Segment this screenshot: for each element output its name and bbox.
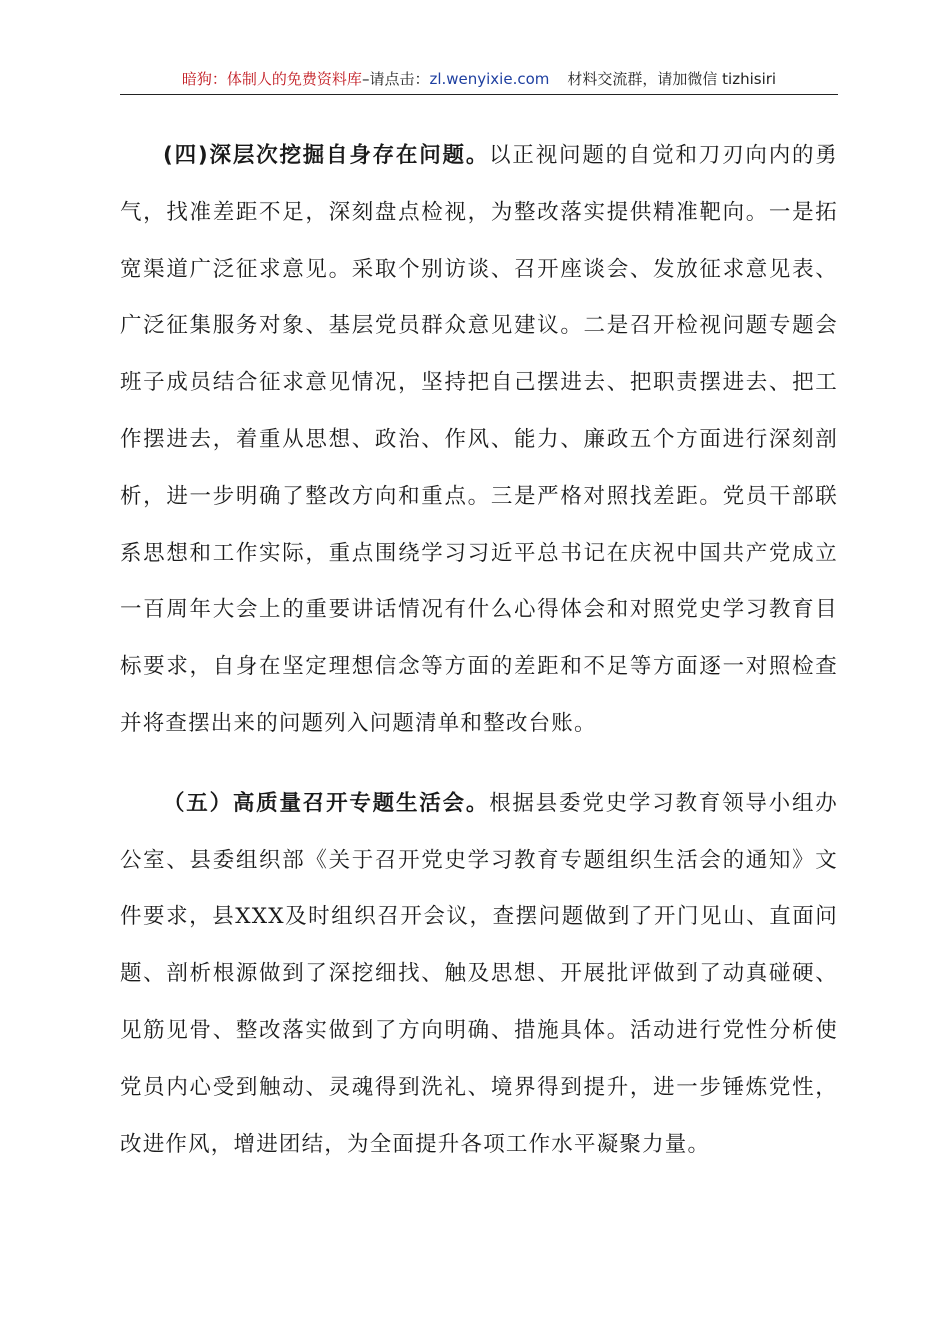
section-4-heading: (四)深层次挖掘自身存在问题。 bbox=[163, 143, 490, 168]
section-5-body: 根据县委党史学习教育领导小组办公室、县委组织部《关于召开党史学习教育专题组织生活会的通知》文件要求，县XXX及时组织召开会议，查摆问题做到了开门见山、直面问题、剖析根源做到了深挖细找、触及思想、开展批评做到了动真碰硬、见筋见骨、整改落实做到了方向明确、措施具体。活动进行党性分析使党员内心受到触动、灵魂得到洗礼、境界得到提升，进一步锤炼党性，改进作风，增进团结，为全面提升各项工作水平凝聚力量。 bbox=[120, 790, 838, 1157]
paragraph-section-4 bbox=[120, 128, 838, 753]
header-wechat-text: 材料交流群，请加微信 tizhisiri bbox=[567, 70, 777, 88]
section-4-body: 以正视问题的自觉和刀刃向内的勇气，找准差距不足，深刻盘点检视，为整改落实提供精准靶向。一是拓宽渠道广泛征求意见。采取个别访谈、召开座谈会、发放征求意见表、广泛征集服务对象、基层党员群众意见建议。二是召开检视问题专题会班子成员结合征求意见情况，坚持把自己摆进去、把职责摆进去、把工作摆进去，着重从思想、政治、作风、能力、廉政五个方面进行深刻剖析，进一步明确了整改方向和重点。三是严格对照找差距。党员干部联系思想和工作实际，重点围绕学习习近平总书记在庆祝中国共产党成立一百周年大会上的重要讲话情况有什么心得体会和对照党史学习教育目标要求，自身在坚定理想信念等方面的差距和不足等方面逐一对照检查并将查摆出来的问题列入问题清单和整改台账。 bbox=[120, 143, 838, 736]
header-click-label: –请点击： bbox=[361, 70, 430, 88]
section-5-heading: （五）高质量召开专题生活会。 bbox=[163, 790, 490, 816]
paragraph-section-5 bbox=[120, 776, 838, 1174]
page-header bbox=[120, 66, 838, 95]
header-url-link[interactable]: zl.wenyixie.com bbox=[429, 70, 550, 88]
header-promo-text: 暗狗：体制人的免费资料库 bbox=[181, 70, 362, 88]
document-body bbox=[120, 128, 838, 1173]
